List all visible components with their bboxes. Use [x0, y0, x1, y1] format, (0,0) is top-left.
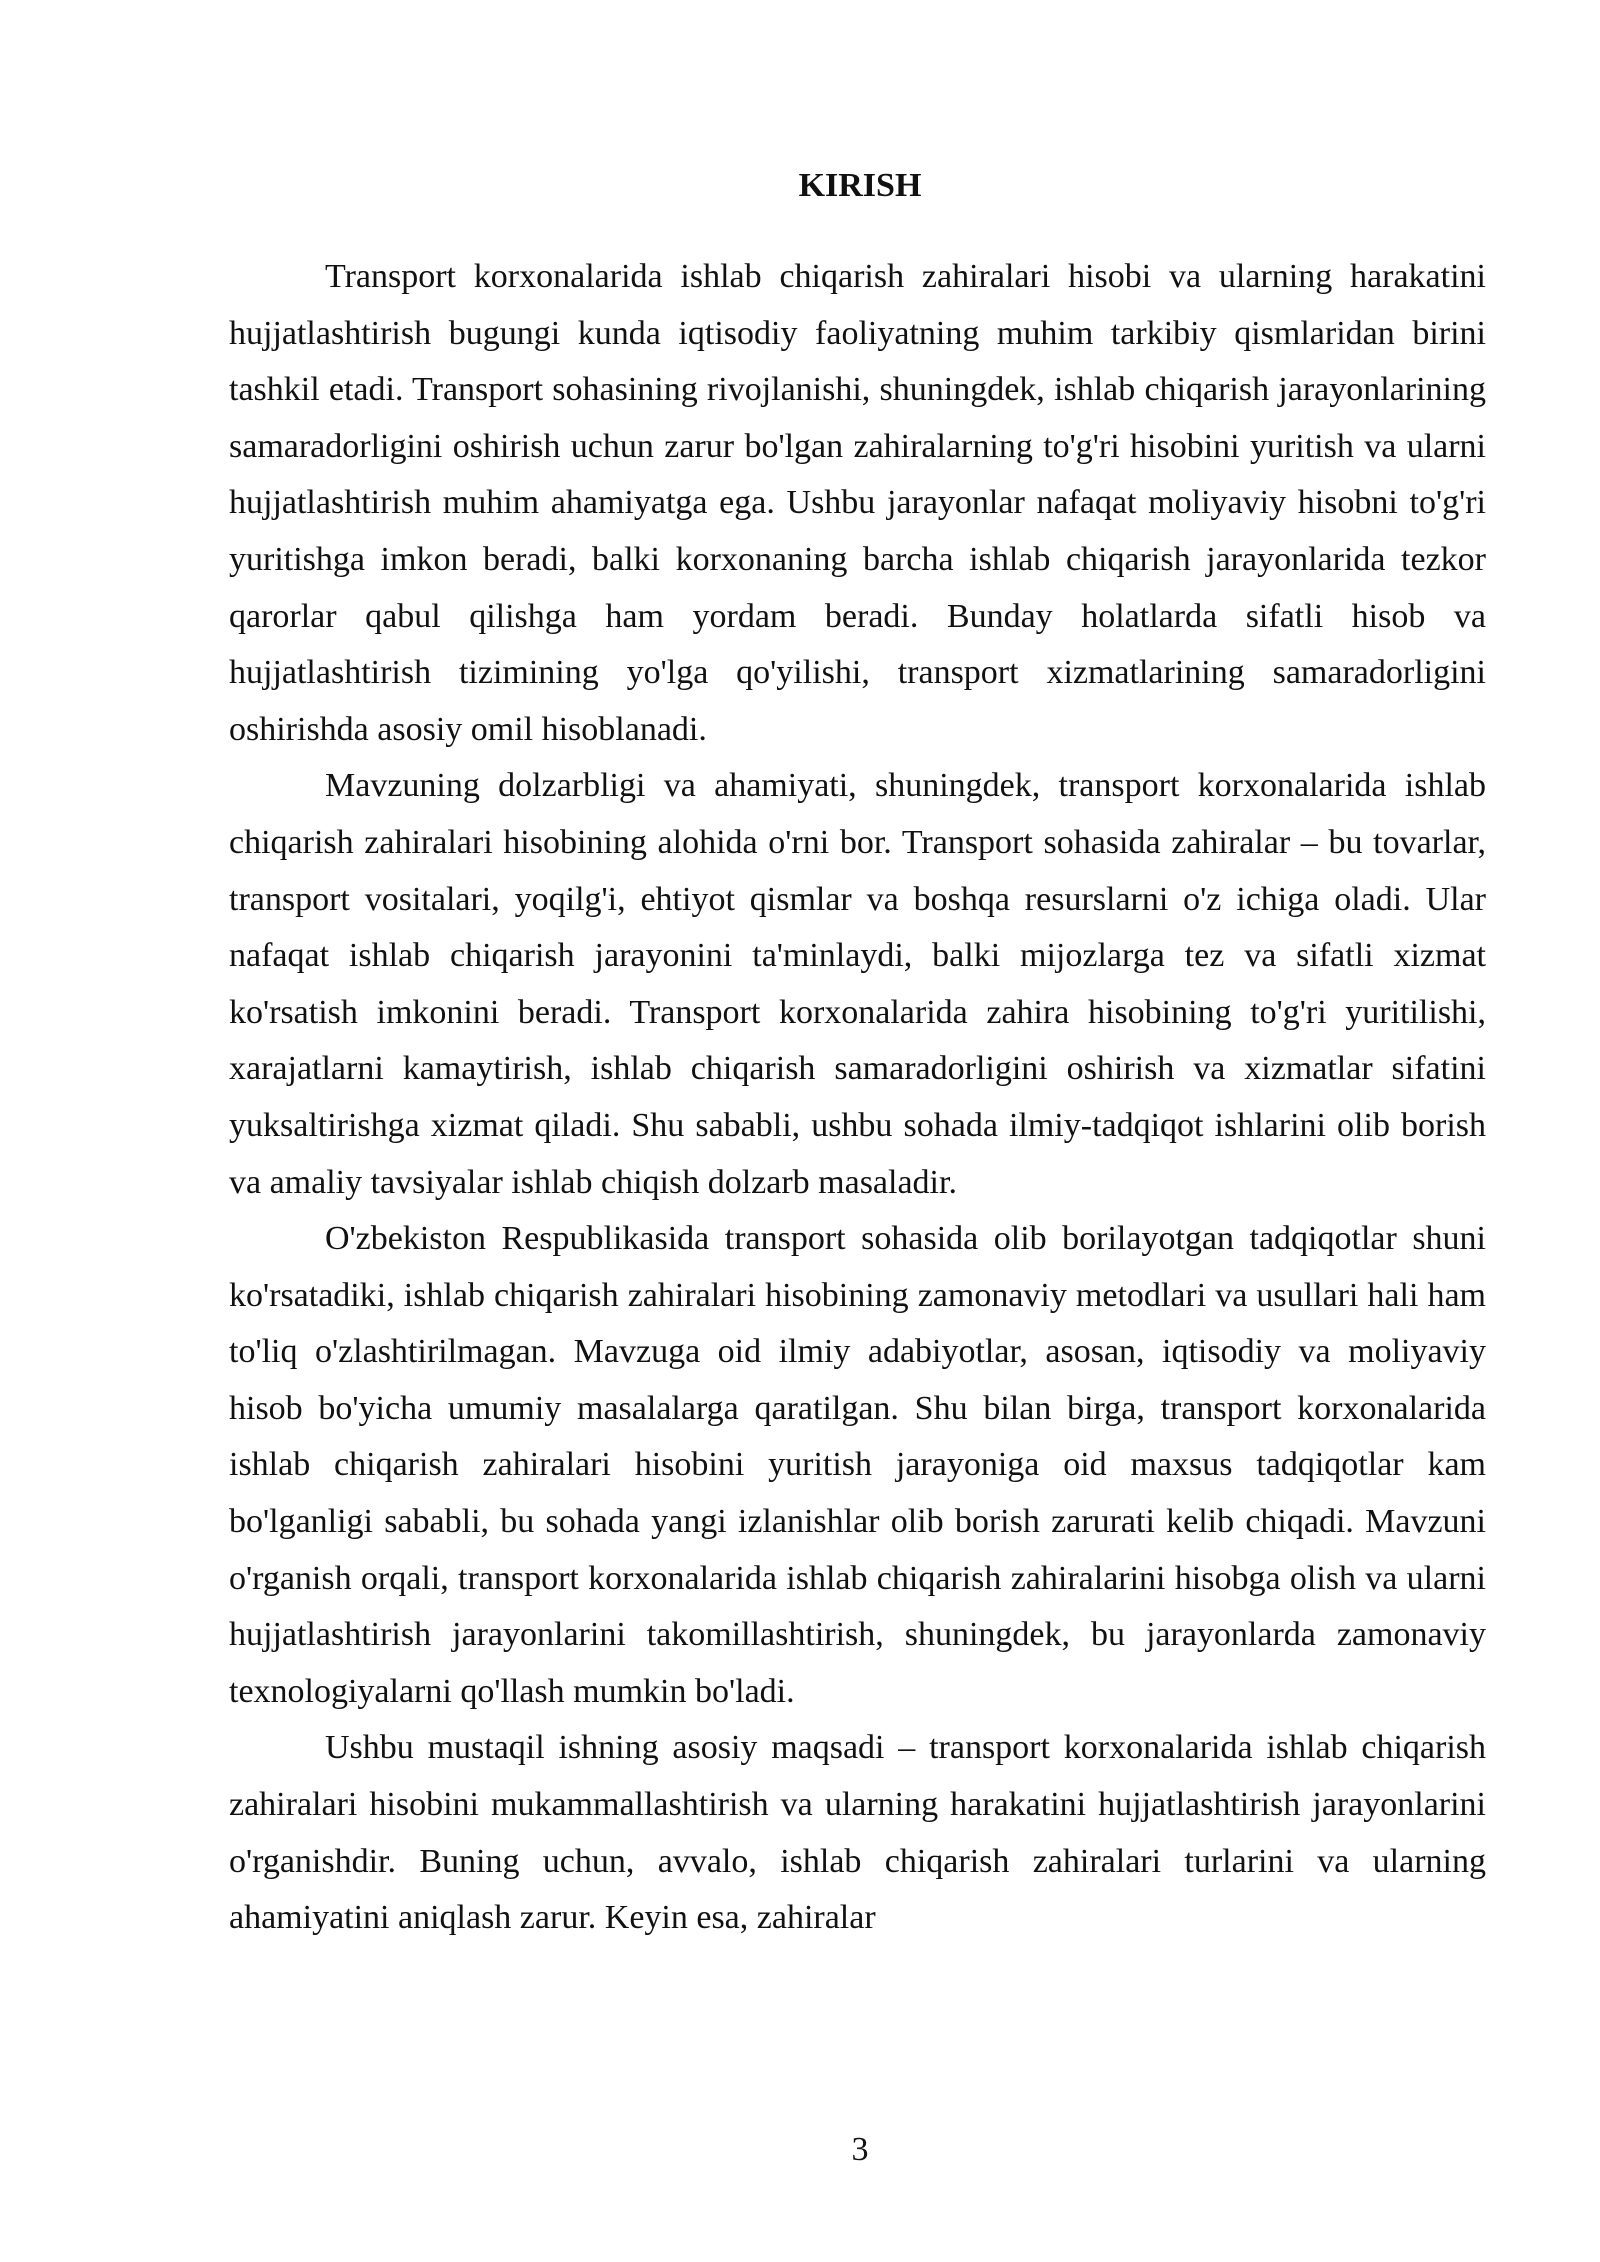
- page-title: KIRISH: [798, 167, 922, 204]
- paragraph-1: Transport korxonalarida ishlab chiqarish zahiralari hisobi va ularning harakatini hujjatlashtirish bugungi kunda iqtisodiy faoliyatning muhim tarkibiy qismlaridan birini tashkil etadi. Transport sohasining rivojlanishi, shuningdek, ishlab chiqarish jarayonlarining samaradorligini oshirish uchun zarur bo'lgan zahiralarning to'g'ri hisobini yuritish va ularni hujjatlashtirish muhim ahamiyatga ega. Ushbu jarayonlar nafaqat moliyaviy hisobni to'g'ri yuritishga imkon beradi, balki korxonaning barcha ishlab chiqarish jarayonlarida tezkor qarorlar qabul qilishga ham yordam beradi. Bunday holatlarda sifatli hisob va hujjatlashtirish tizimining yo'lga qo'yilishi, transport xizmatlarining samaradorligini oshirishda asosiy omil hisoblanadi.: [229, 258, 1486, 748]
- paragraph-4: Ushbu mustaqil ishning asosiy maqsadi – transport korxonalarida ishlab chiqarish zahiralari hisobini mukammallashtirish va ularning harakatini hujjatlashtirish jarayonlarini o'rganishdir. Buning uchun, avvalo, ishlab chiqarish zahiralari turlarini va ularning ahamiyatini aniqlash zarur. Keyin esa, zahiralar: [229, 1729, 1486, 1937]
- body-text: [229, 249, 1486, 1947]
- paragraph-2: Mavzuning dolzarbligi va ahamiyati, shuningdek, transport korxonalarida ishlab chiqarish zahiralari hisobining alohida o'rni bor. Transport sohasida zahiralar – bu tovarlar, transport vositalari, yoqilg'i, ehtiyot qismlar va boshqa resurslarni o'z ichiga oladi. Ular nafaqat ishlab chiqarish jarayonini ta'minlaydi, balki mijozlarga tez va sifatli xizmat ko'rsatish imkonini beradi. Transport korxonalarida zahira hisobining to'g'ri yuritilishi, xarajatlarni kamaytirish, ishlab chiqarish samaradorligini oshirish va xizmatlar sifatini yuksaltirishga xizmat qiladi. Shu sababli, ushbu sohada ilmiy-tadqiqot ishlarini olib borish va amaliy tavsiyalar ishlab chiqish dolzarb masaladir.: [229, 767, 1486, 1201]
- paragraph-3: O'zbekiston Respublikasida transport sohasida olib borilayotgan tadqiqotlar shuni ko'rsatadiki, ishlab chiqarish zahiralari hisobining zamonaviy metodlari va usullari hali ham to'liq o'zlashtirilmagan. Mavzuga oid ilmiy adabiyotlar, asosan, iqtisodiy va moliyaviy hisob bo'yicha umumiy masalalarga qaratilgan. Shu bilan birga, transport korxonalarida ishlab chiqarish zahiralari hisobini yuritish jarayoniga oid maxsus tadqiqotlar kam bo'lganligi sababli, bu sohada yangi izlanishlar olib borish zarurati kelib chiqadi. Mavzuni o'rganish orqali, transport korxonalarida ishlab chiqarish zahiralarini hisobga olish va ularni hujjatlashtirish jarayonlarini takomillashtirish, shuningdek, bu jarayonlarda zamonaviy texnologiyalarni qo'llash mumkin bo'ladi.: [229, 1220, 1486, 1710]
- page-number: 3: [851, 2131, 869, 2168]
